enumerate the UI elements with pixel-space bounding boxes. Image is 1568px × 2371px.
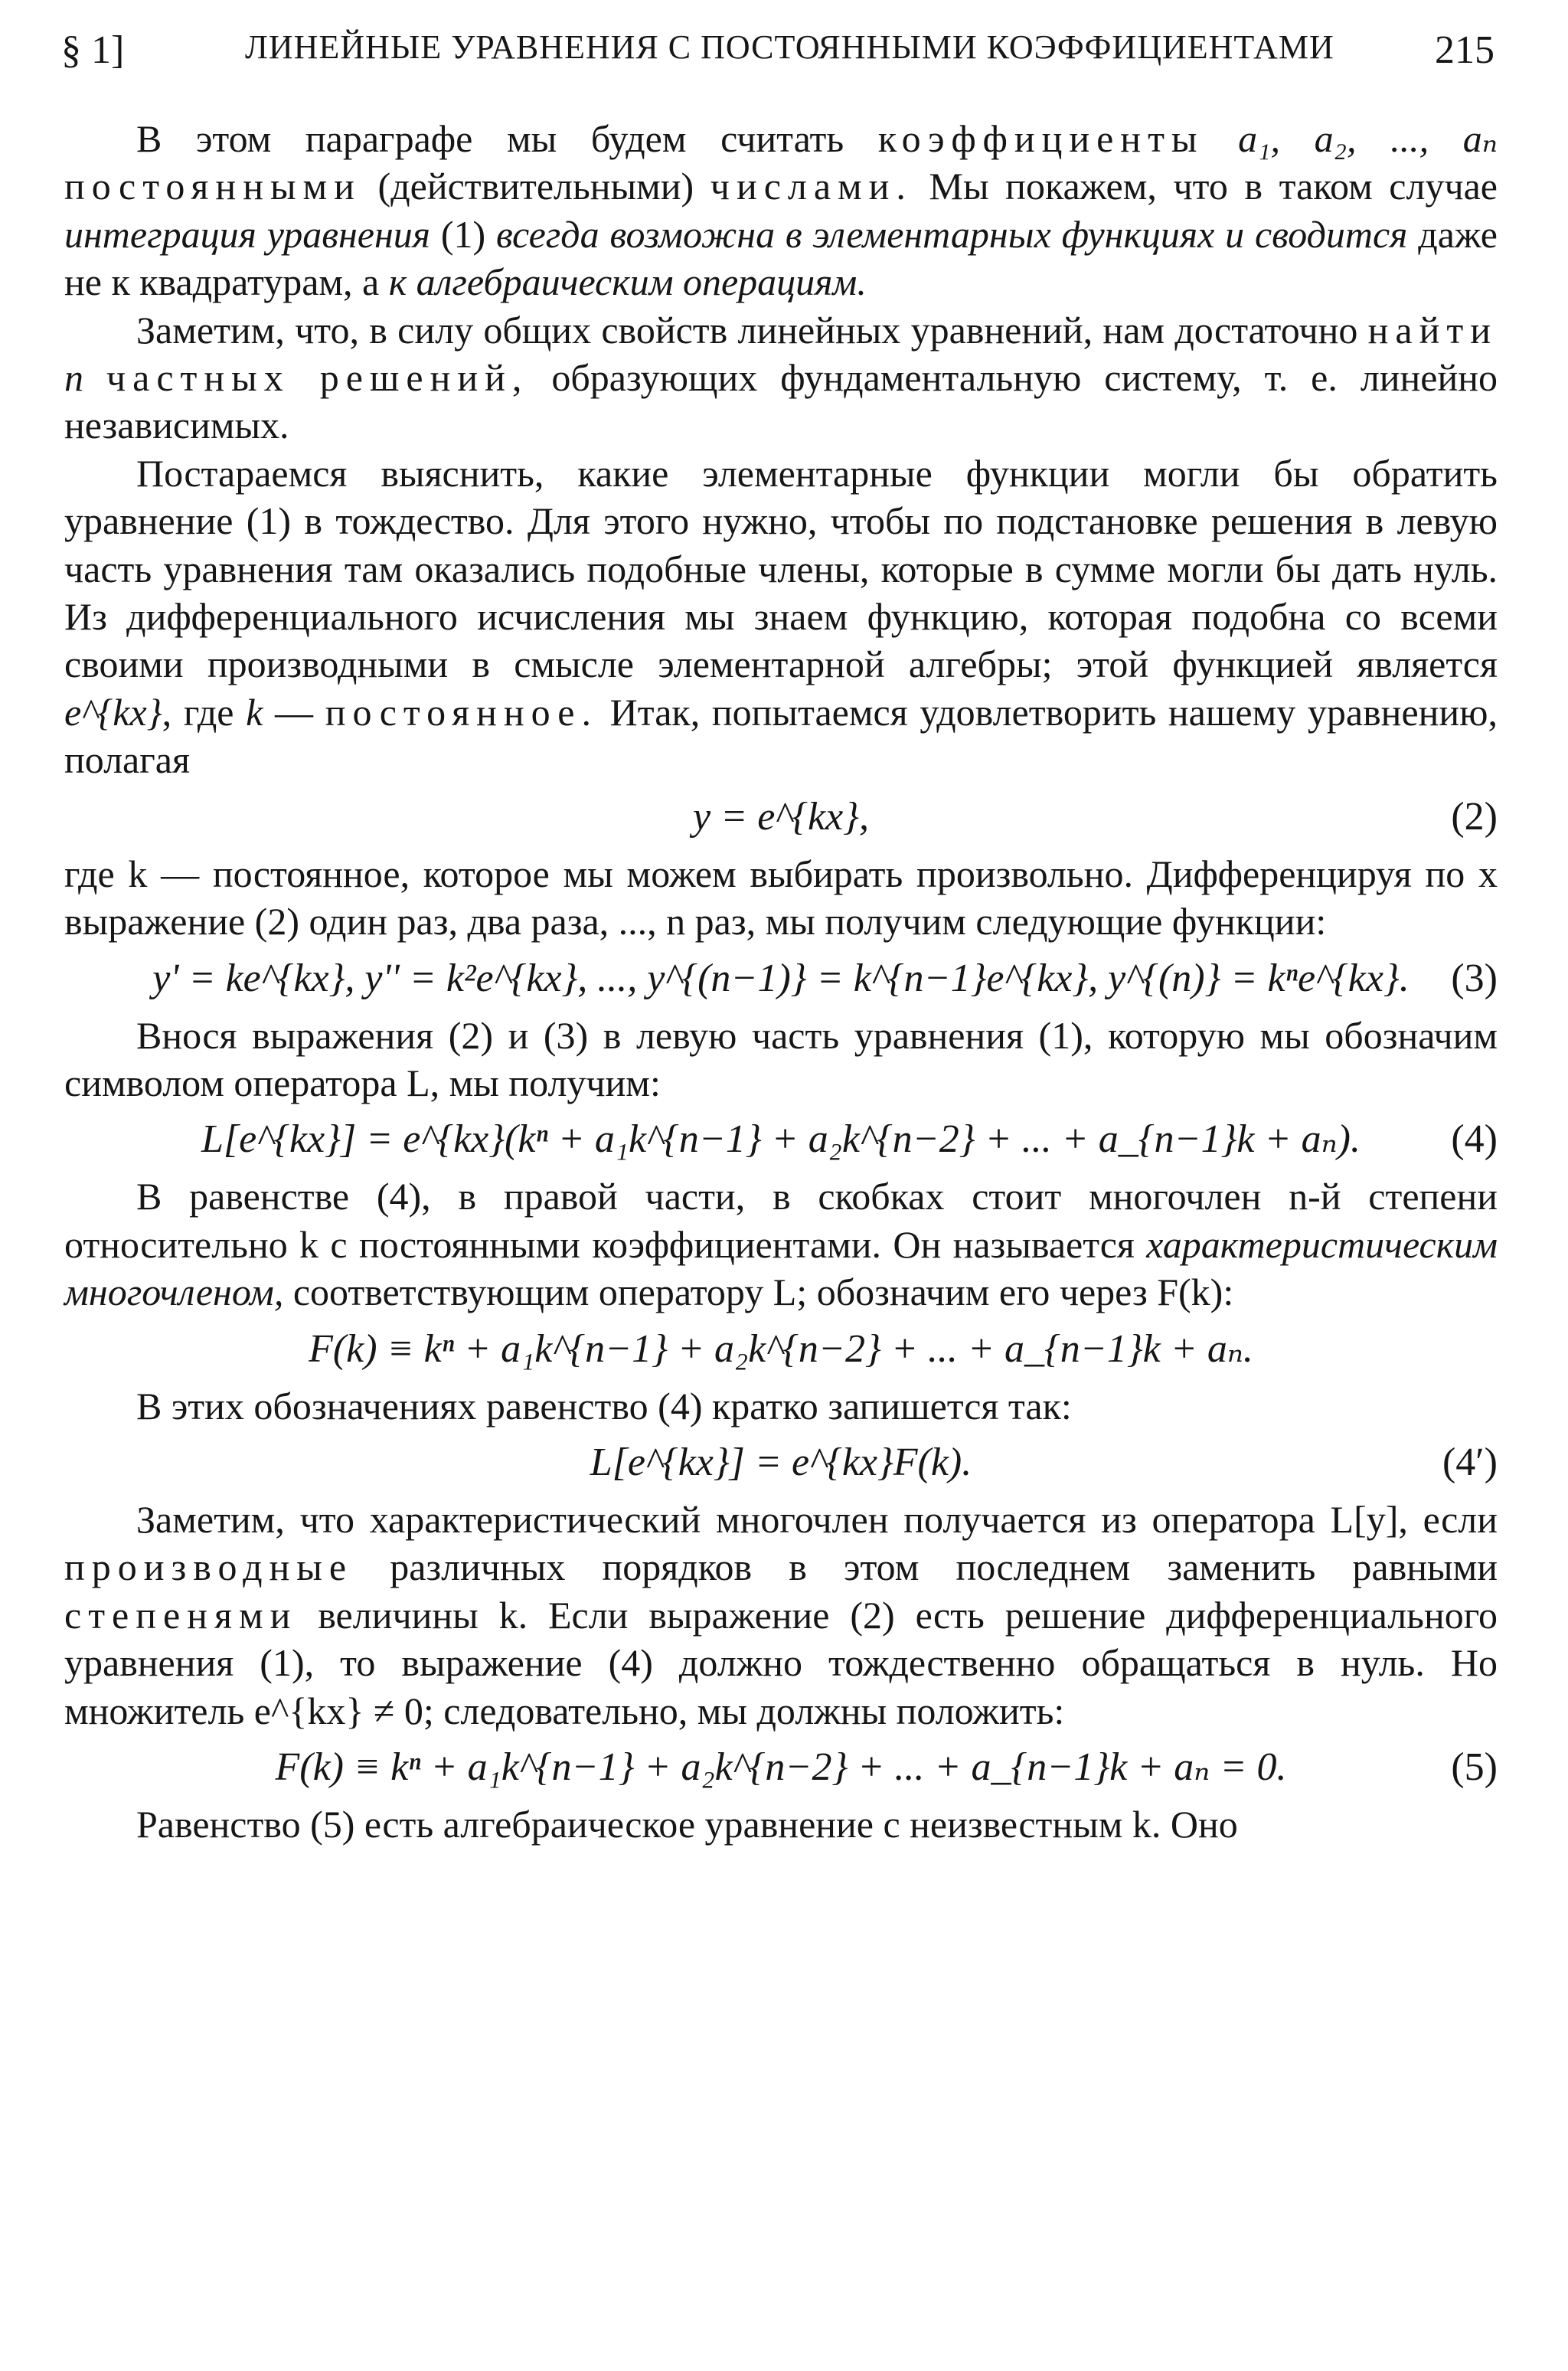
equation-3 bbox=[64, 946, 1498, 1012]
spaced-emphasis: найти bbox=[1367, 308, 1498, 352]
paragraph-4: где k — постоянное, которое мы можем выбирать произвольно. Дифференцируя по x выражение (2) один раз, два раза, ..., n раз, мы получим следующие функции: bbox=[64, 852, 1498, 943]
equation-4 bbox=[64, 1107, 1498, 1172]
italic-emphasis: всегда возможна в элементарных функциях и сводится bbox=[496, 212, 1408, 256]
equation-number: (4′) bbox=[1442, 1440, 1498, 1484]
equation-number: (4) bbox=[1451, 1117, 1498, 1162]
inline-math: e^{kx} bbox=[64, 690, 162, 734]
equation-5 bbox=[64, 1735, 1498, 1800]
chapter-title: ЛИНЕЙНЫЕ УРАВНЕНИЯ С ПОСТОЯННЫМИ КОЭФФИЦИЕНТАМИ bbox=[245, 28, 1334, 66]
equation-expression: F(k) ≡ kⁿ + a₁k^{n−1} + a₂k^{n−2} + ... + a_{n−1}k + aₙ. bbox=[309, 1326, 1253, 1371]
running-header bbox=[61, 28, 1494, 96]
italic-emphasis: характеристическим многочленом, bbox=[64, 1222, 1498, 1314]
inline-math: k bbox=[246, 690, 263, 734]
page-number: 215 bbox=[1435, 28, 1494, 72]
paragraph-2: Заметим, что, в силу общих свойств линейных уравнений, нам достаточно найти n частных решений, образующих фундаментальную систему, т. е. линейно независимых. bbox=[64, 308, 1498, 447]
equation-expression: L[e^{kx}] = e^{kx}(kⁿ + a₁k^{n−1} + a₂k^{n−2} + ... + a_{n−1}k + aₙ). bbox=[201, 1117, 1361, 1162]
paragraph-3: Постараемся выяснить, какие элементарные функции могли бы обратить уравнение (1) в тождество. Для этого нужно, чтобы по подстановке решения в левую часть уравнения там оказались подобные члены, которые в сумме могли бы дать нуль. Из дифференциального исчисления мы знаем функцию, которая подобна со всеми своими производными в смысле элементарной алгебры; этой функцией является e^{kx}, где k — постоянное. Итак, попытаемся удовлетворить нашему уравнению, полагая bbox=[64, 451, 1498, 782]
spaced-emphasis: производные bbox=[64, 1545, 354, 1589]
page-body bbox=[64, 115, 1498, 1848]
paragraph-7: В этих обозначениях равенство (4) кратко запишется так: bbox=[136, 1384, 1072, 1428]
spaced-emphasis: числами. bbox=[710, 165, 913, 208]
paragraph-6: В равенстве (4), в правой части, в скобках стоит многочлен n-й степени относительно k с постоянными коэффициентами. Он называется характеристическим многочленом, соответствующим оператору L; обозначим его через F(k): bbox=[64, 1175, 1498, 1314]
spaced-emphasis: коэффициенты bbox=[877, 117, 1204, 160]
spaced-emphasis: частных решений, bbox=[106, 356, 529, 400]
equation-expression: y = e^{kx}, bbox=[693, 794, 869, 839]
equation-number: (3) bbox=[1451, 956, 1498, 1000]
equation-2 bbox=[64, 784, 1498, 850]
equation-4-prime bbox=[64, 1430, 1498, 1496]
equation-expression: y' = ke^{kx}, y'' = k²e^{kx}, ..., y^{(n−1)} = k^{n−1}e^{kx}, y^{(n)} = kⁿe^{kx}. bbox=[152, 956, 1410, 1000]
paragraph-9: Равенство (5) есть алгебраическое уравнение с неизвестным k. Оно bbox=[136, 1802, 1238, 1846]
equation-expression: L[e^{kx}] = e^{kx}F(k). bbox=[590, 1440, 972, 1484]
paragraph-1: В этом параграфе мы будем считать коэффициенты a₁, a₂, ..., aₙ постоянными (действительными) числами. Мы покажем, что в таком случае интеграция уравнения (1) всегда возможна в элементарных функциях и сводится даже не к квадратурам, а к алгебраическим операциям. bbox=[64, 117, 1498, 304]
spaced-emphasis: постоянное. bbox=[325, 690, 598, 734]
section-marker: § 1] bbox=[61, 28, 125, 72]
paragraph-5: Внося выражения (2) и (3) в левую часть уравнения (1), которую мы обозначим символом оператора L, мы получим: bbox=[64, 1013, 1498, 1104]
italic-emphasis: интеграция уравнения bbox=[64, 212, 430, 256]
paragraph-8: Заметим, что характеристический многочлен получается из оператора L[y], если производные различных порядков в этом последнем заменить равными степенями величины k. Если выражение (2) есть решение дифференциального уравнения (1), то выражение (4) должно тождественно обращаться в нуль. Но множитель e^{kx} ≠ 0; следовательно, мы должны положить: bbox=[64, 1497, 1498, 1732]
spaced-emphasis: степенями bbox=[64, 1593, 298, 1637]
equation-characteristic-polynomial bbox=[64, 1316, 1498, 1382]
equation-expression: F(k) ≡ kⁿ + a₁k^{n−1} + a₂k^{n−2} + ... + a_{n−1}k + aₙ = 0. bbox=[275, 1745, 1287, 1789]
equation-number: (5) bbox=[1451, 1745, 1498, 1789]
italic-emphasis: к алгебраическим операциям. bbox=[388, 260, 867, 304]
spaced-emphasis: постоянными bbox=[64, 165, 361, 208]
equation-number: (2) bbox=[1451, 794, 1498, 839]
